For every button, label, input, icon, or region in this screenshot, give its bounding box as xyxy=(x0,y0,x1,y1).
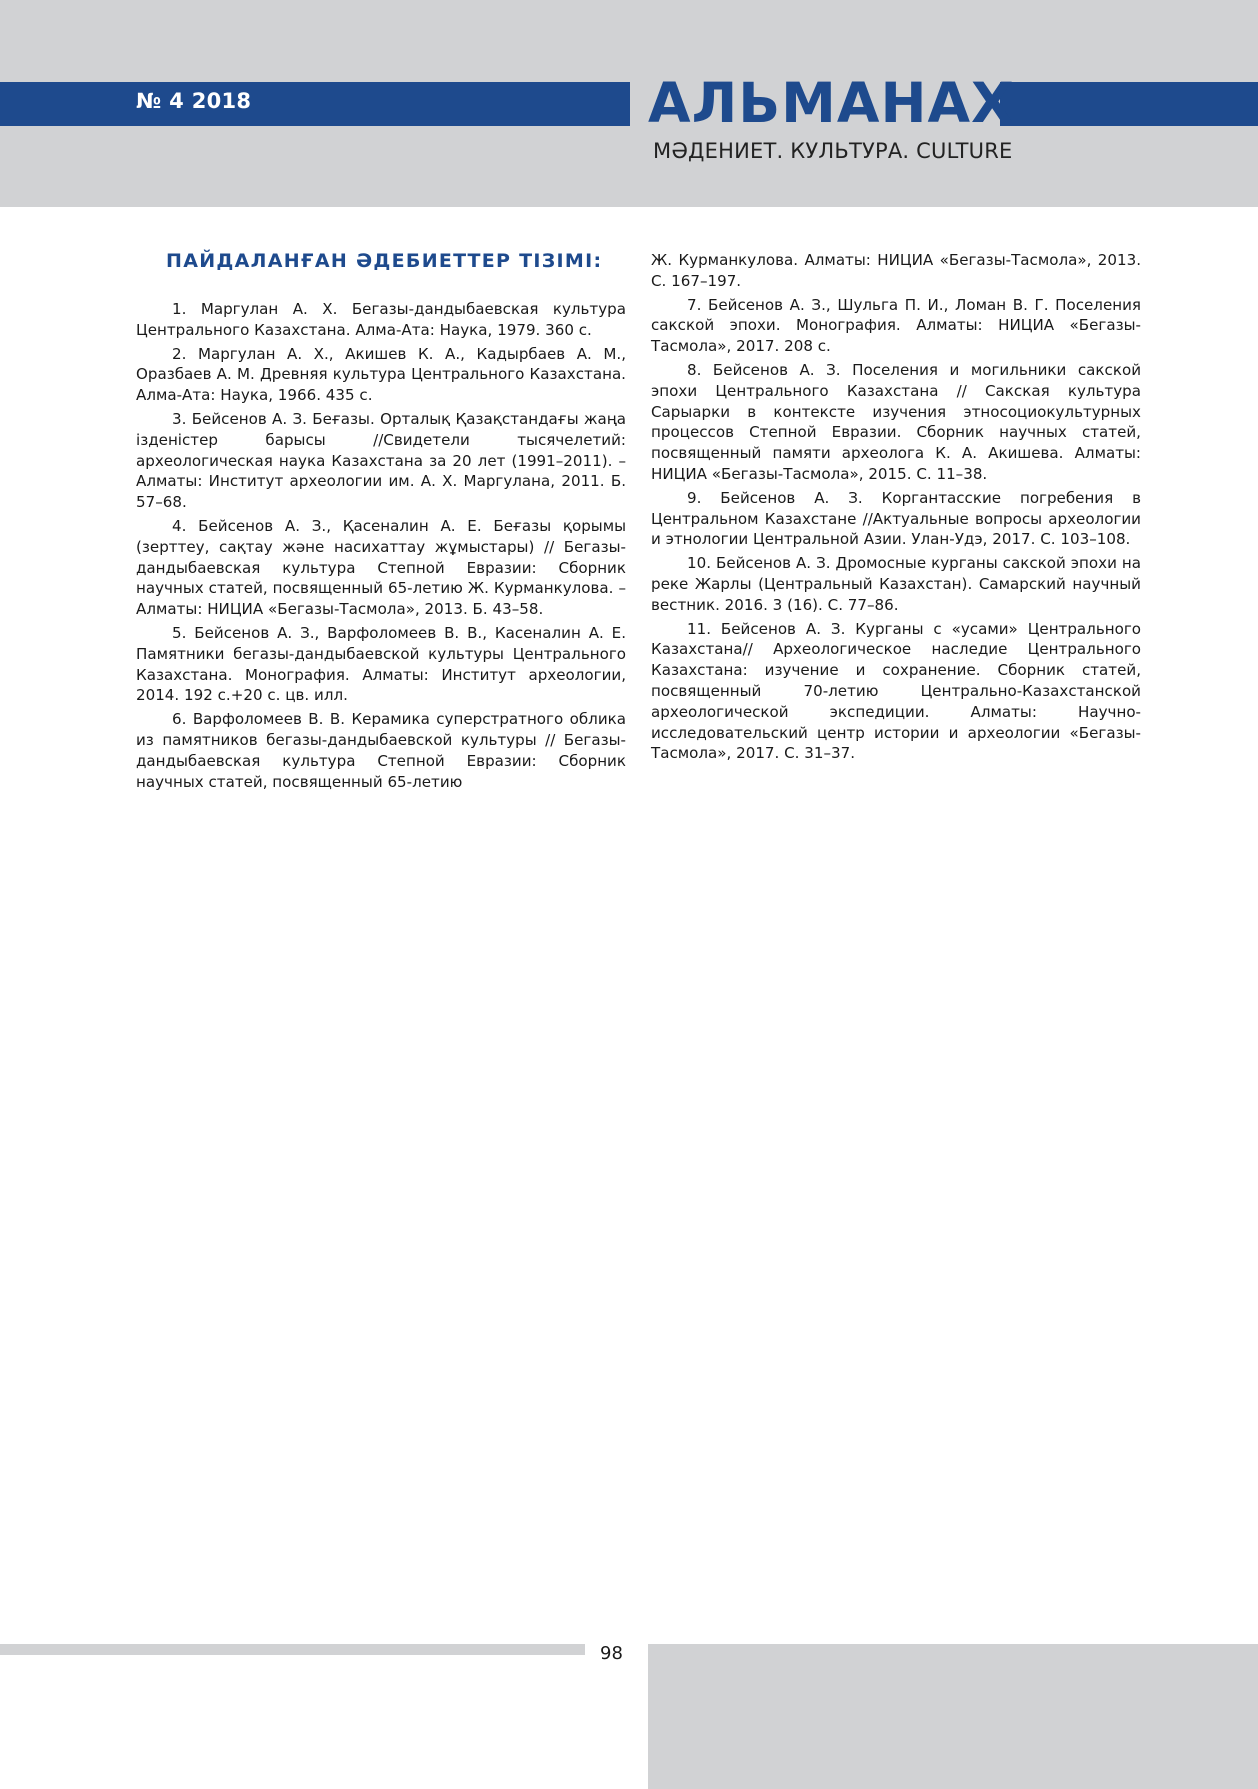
reference-item: 5. Бейсенов А. З., Варфоломеев В. В., Касеналин А. Е. Памятники бегазы-дандыбаевской культуры Центрального Казахстана. Монография. Алматы: Институт археологии, 2014. 192 с.+20 с. цв. илл. xyxy=(136,623,626,705)
reference-continuation: Ж. Курманкулова. Алматы: НИЦИА «Бегазы-Тасмола», 2013. С. 167–197. xyxy=(651,251,1141,290)
reference-item: 9. Бейсенов А. З. Коргантасские погребения в Центральном Казахстане //Актуальные вопросы археологии и этнологии Центральной Азии. Улан-Удэ, 2017. С. 103–108. xyxy=(651,488,1141,549)
reference-item: 1. Маргулан А. Х. Бегазы-дандыбаевская культура Центрального Казахстана. Алма-Ата: Наука, 1979. 360 с. xyxy=(136,300,626,339)
footer-line xyxy=(0,1644,585,1655)
reference-item: 10. Бейсенов А. З. Дромосные курганы сакской эпохи на реке Жарлы (Центральный Казахстан). Самарский научный вестник. 2016. 3 (16). С. 77–86. xyxy=(651,554,1141,614)
references-left-column xyxy=(136,299,626,795)
issue-number: № 4 2018 xyxy=(136,89,252,113)
header-band-right xyxy=(1000,82,1258,126)
reference-item: 6. Варфоломеев В. В. Керамика суперстратного облика из памятников бегазы-дандыбаевской культуры // Бегазы-дандыбаевская культура Степной Евразии: Сборник научных статей, посвященный 65-летию xyxy=(136,710,626,791)
page-number: 98 xyxy=(600,1643,623,1664)
header-band-left xyxy=(0,82,630,126)
references-right-column xyxy=(651,250,1141,767)
reference-item: 8. Бейсенов А. З. Поселения и могильники сакской эпохи Центрального Казахстана // Сакская культура Сарыарки в контексте изучения этносоциокультурных процессов Степной Евразии. Сборник научных статей, посвященный памяти археолога К. А. Акишева. Алматы: НИЦИА «Бегазы-Тасмола», 2015. С. 11–38. xyxy=(651,360,1141,483)
reference-item: 3. Бейсенов А. З. Беғазы. Орталық Қазақстандағы жаңа ізденістер барысы //Свидетели тысячелетий: археологическая наука Казахстана за 20 лет (1991–2011). – Алматы: Институт археологии им. А. Х. Маргулана, 2011. Б. 57–68. xyxy=(136,409,626,512)
reference-item: 11. Бейсенов А. З. Курганы с «усами» Центрального Казахстана// Археологическое наследие Центрального Казахстана: изучение и сохранение. Сборник статей, посвященный 70-летию Центрально-Казахстанской археологической экспедиции. Алматы: Научно-исследовательский центр истории и археологии «Бегазы-Тасмола», 2017. С. 31–37. xyxy=(651,619,1141,763)
reference-item: 2. Маргулан А. Х., Акишев К. А., Кадырбаев А. М., Оразбаев А. М. Древняя культура Центрального Казахстана. Алма-Ата: Наука, 1966. 435 с. xyxy=(136,344,626,405)
reference-item: 4. Бейсенов А. З., Қасеналин А. Е. Беғазы қорымы (зерттеу, сақтау және насихаттау жұмыстары) // Бегазы-дандыбаевская культура Степной Евразии: Сборник научных статей, посвященный 65-летию Ж. Курманкулова. – Алматы: НИЦИА «Бегазы-Тасмола», 2013. Б. 43–58. xyxy=(136,516,626,619)
journal-subtitle: МӘДЕНИЕТ. КУЛЬТУРА. CULTURE xyxy=(653,139,1013,163)
references-heading: ПАЙДАЛАНҒАН ӘДЕБИЕТТЕР ТІЗІМІ: xyxy=(166,250,603,272)
reference-item: 7. Бейсенов А. З., Шульга П. И., Ломан В. Г. Поселения сакской эпохи. Монография. Алматы: НИЦИА «Бегазы-Тасмола», 2017. 208 с. xyxy=(651,295,1141,356)
footer-block xyxy=(648,1644,1258,1789)
journal-title: АЛЬМАНАХ xyxy=(648,71,1015,135)
